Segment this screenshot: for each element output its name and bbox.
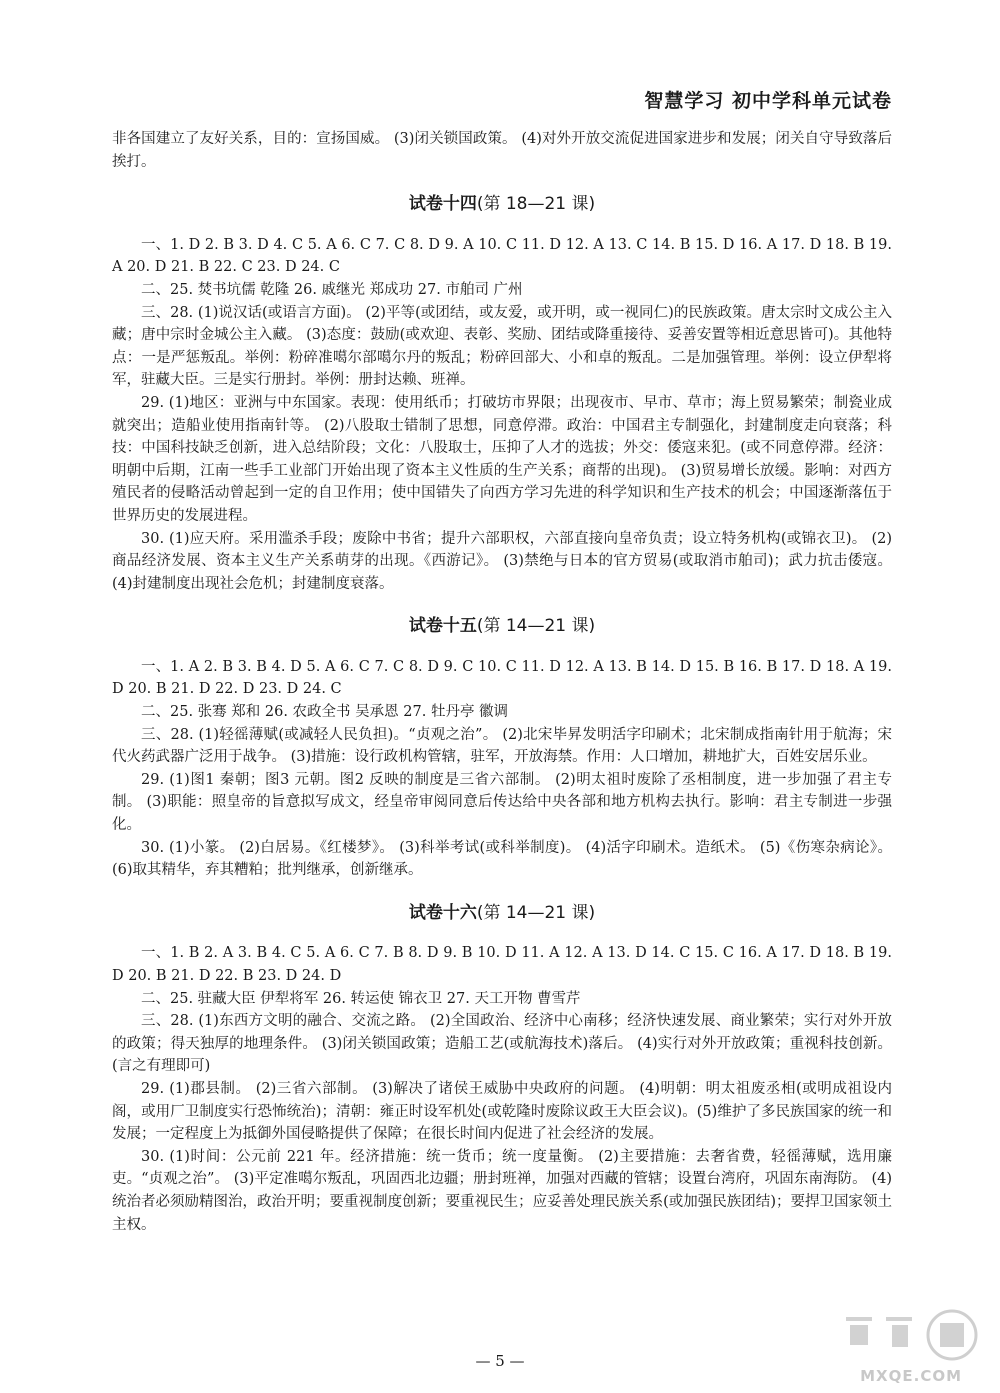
section-15 xyxy=(112,615,892,882)
section-title xyxy=(112,615,892,638)
section-title-main: 试卷十六 xyxy=(408,902,477,923)
answer-content xyxy=(112,128,892,1236)
section-title xyxy=(112,902,892,925)
page-number: — 5 — xyxy=(475,1352,525,1370)
answer-paragraph: 三、28. (1)轻徭薄赋(或减轻人民负担)。“贞观之治”。 (2)北宋毕昇发明活字印刷术；北宋制成指南针用于航海；宋代火药武器广泛用于战争。 (3)措施：设行政机构管辖，驻军，开放海禁。作用：人口增加，耕地扩大，百姓安居乐业。 xyxy=(112,726,892,766)
section-title-sub: (第 18—21 课) xyxy=(476,194,596,215)
section-title-sub: (第 14—21 课) xyxy=(476,902,596,923)
answer-paragraph: 三、28. (1)东西方文明的融合、交流之路。 (2)全国政治、经济中心南移；经济快速发展、商业繁荣；实行对外开放的政策；得天独厚的地理条件。 (3)闭关锁国政策；造船工艺(或航海技术)落后。 (4)实行对外开放政策；重视科技创新。(言之有理即可) xyxy=(112,1013,892,1075)
section-title xyxy=(112,193,892,216)
section-title-main: 试卷十四 xyxy=(408,194,477,215)
answer-paragraph: 30. (1)时间：公元前 221 年。经济措施：统一货币；统一度量衡。 (2)主要措施：去奢省费，轻徭薄赋，选用廉吏。“贞观之治”。 (3)平定准噶尔叛乱，巩固西北边疆；册封班禅，加强对西藏的管辖；设置台湾府，巩固东南海防。 (4)统治者必须励精图治，政治开明；要重视制度创新；要重视民生；应妥善处理民族关系(或加强民族团结)；要捍卫国家领土主权。 xyxy=(112,1148,892,1233)
answer-paragraph: 二、25. 驻藏大臣 伊犁将军 26. 转运使 锦衣卫 27. 天工开物 曹雪芹 xyxy=(141,990,581,1007)
section-16 xyxy=(112,902,892,1236)
intro-paragraph: 非各国建立了友好关系，目的：宣扬国威。 (3)闭关锁国政策。 (4)对外开放交流促进国家进步和发展；闭关自守导致落后挨打。 xyxy=(112,131,892,170)
answer-paragraph: 二、25. 焚书坑儒 乾隆 26. 戚继光 郑成功 27. 市舶司 广州 xyxy=(141,281,523,298)
running-header: 智慧学习 初中学科单元试卷 xyxy=(644,90,892,112)
watermark-text: MXQE.COM xyxy=(860,1367,962,1385)
answer-paragraph: 一、1. D 2. B 3. D 4. C 5. A 6. C 7. C 8. D 9. A 10. C 11. D 12. A 13. C 14. B 15. D 16. A 17. D 18. B 19. A 20. D 21. B 22. C 23. D 24. C xyxy=(112,236,892,276)
answer-paragraph: 一、1. B 2. A 3. B 4. C 5. A 6. C 7. B 8. D 9. B 10. D 11. A 12. A 13. D 14. C 15. C 16. A 17. D 18. B 19. D 20. B 21. D 22. B 23. D 24. D xyxy=(112,945,892,984)
section-title-sub: (第 14—21 课) xyxy=(476,616,596,637)
answer-paragraph: 30. (1)小篆。 (2)白居易。《红楼梦》。 (3)科举考试(或科举制度)。 (4)活字印刷术。造纸术。 (5)《伤寒杂病论》。 (6)取其精华，弃其糟粕；批判继承，创新继承。 xyxy=(112,839,892,879)
section-14 xyxy=(112,193,892,595)
section-title-main: 试卷十五 xyxy=(408,616,477,637)
answer-paragraph: 三、28. (1)说汉话(或语言方面)。 (2)平等(或团结，或友爱，或开明，或一视同仁)的民族政策。唐太宗时文成公主入藏；唐中宗时金城公主入藏。 (3)态度：鼓励(或欢迎、表彰、奖励、团结或降重接待、妥善安置等相近意思皆可)。其他特点：一是严惩叛乱。举例：粉碎准噶尔部噶尔丹的叛乱；粉碎回部大、小和卓的叛乱。二是加强管理。举例：设立伊犁将军，驻藏大臣。三是实行册封。举例：册封达赖、班禅。 xyxy=(112,304,892,389)
answer-paragraph: 一、1. A 2. B 3. B 4. D 5. A 6. C 7. C 8. D 9. C 10. C 11. D 12. A 13. B 14. D 15. B 16. B 17. D 18. A 19. D 20. B 21. D 22. D 23. D 24. C xyxy=(112,658,892,698)
answer-paragraph: 29. (1)地区：亚洲与中东国家。表现：使用纸币；打破坊市界限；出现夜市、早市、草市；海上贸易繁荣；制瓷业成就突出；造船业使用指南针等。 (2)八股取士错制了思想，同意停滞。政治：中国君主专制强化，封建制度走向衰落；科技：中国科技缺乏创新，进入总结阶段；文化：八股取士，压抑了人才的选拔；外交：倭寇来犯。(或不同意停滞。经济：明朝中后期，江南一些手工业部门开始出现了资本主义性质的生产关系；商帮的出现)。 (3)贸易增长放缓。影响：对西方殖民者的侵略活动曾起到一定的自卫作用；使中国错失了向西方学习先进的科学知识和生产技术的机会；中国逐渐落伍于世界历史的发展进程。 xyxy=(112,394,892,524)
answer-paragraph: 29. (1)图1 秦朝；图3 元朝。图2 反映的制度是三省六部制。 (2)明太祖时废除了丞相制度，进一步加强了君主专制。 (3)职能：照皇帝的旨意拟写成文，经皇帝审阅同意后传达给中央各部和地方机构去执行。影响：君主专制进一步强化。 xyxy=(112,771,892,834)
answer-paragraph: 二、25. 张骞 郑和 26. 农政全书 吴承恩 27. 牡丹亭 徽调 xyxy=(141,704,509,721)
answer-paragraph: 30. (1)应天府。采用滥杀手段；废除中书省；提升六部职权，六部直接向皇帝负责；设立特务机构(或锦衣卫)。 (2)商品经济发展、资本主义生产关系萌芽的出现。《西游记》。 (3)禁绝与日本的官方贸易(或取消市舶司)；武力抗击倭寇。 (4)封建制度出现社会危机；封建制度衰落。 xyxy=(112,530,892,592)
answer-paragraph: 29. (1)郡县制。 (2)三省六部制。 (3)解决了诸侯王威胁中央政府的问题。 (4)明朝：明太祖废丞相(或明成祖设内阁，或用厂卫制度实行恐怖统治)；清朝：雍正时设军机处(或乾隆时废除议政王大臣会议)。(5)维护了多民族国家的统一和发展；一定程度上为抵御外国侵略提供了保障；在很长时间内促进了社会经济的发展。 xyxy=(112,1080,892,1143)
